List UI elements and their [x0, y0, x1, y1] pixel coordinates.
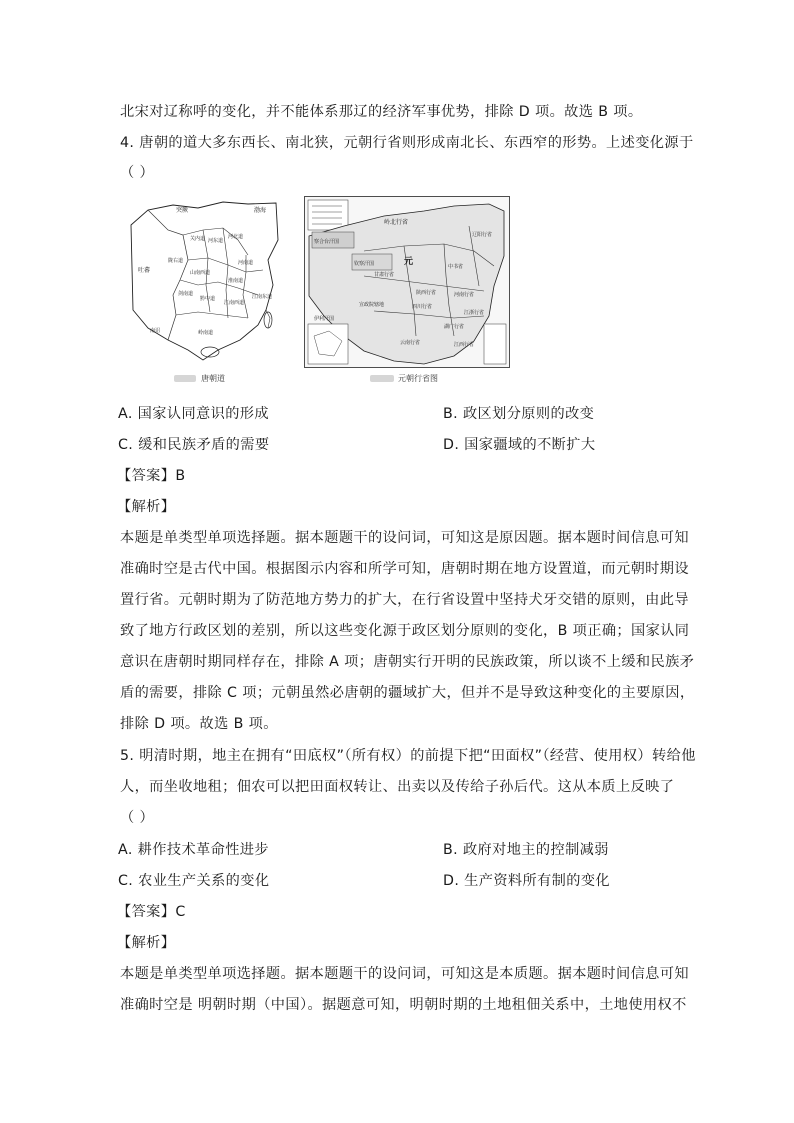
map-label: 剑南道 [178, 291, 194, 297]
map-label: 山南西道 [190, 270, 211, 276]
tang-dynasty-map [128, 200, 280, 368]
answer-label: 【答案】C [117, 904, 186, 920]
question-5-stem: 5. 明清时期，地主在拥有“田底权”（所有权）的前提下把“田面权”（经营、使用权）转给他 [120, 748, 696, 764]
map-label: 陕西行省 [416, 290, 437, 296]
map-caption: 元朝行省图 [398, 374, 438, 383]
map-label: 岭南道 [198, 330, 214, 336]
map-label: 四川行省 [412, 304, 433, 310]
map-label: 河南道 [238, 260, 254, 266]
map-label: 钦察汗国 [354, 261, 375, 267]
answer-blank: （ ） [120, 810, 155, 826]
map-label: 吐蕃 [138, 267, 151, 274]
map-label: 云南行省 [400, 340, 421, 346]
map-label: 河南行省 [454, 292, 475, 298]
map-label: 河东道 [208, 238, 224, 244]
blurred-watermark [370, 375, 394, 382]
analysis-line: 盾的需要，排除 C 项；元朝虽然必唐朝的疆域扩大，但并不是导致这种变化的主要原因， [120, 685, 695, 701]
answer-blank: （ ） [120, 165, 155, 181]
map-label: 江南西道 [224, 300, 245, 306]
question-5-stem: 人，而坐收地租；佃农可以把田面权转让、出卖以及传给子孙后代。这从本质上反映了 [120, 779, 675, 795]
map-label: 湖广行省 [444, 324, 465, 330]
map-label: 南诏 [150, 328, 161, 334]
map-label: 江浙行省 [464, 310, 485, 316]
option-d[interactable]: D. 国家疆域的不断扩大 [443, 437, 596, 453]
analysis-line: 本题是单类型单项选择题。据本题题干的设问词，可知这是原因题。据本题时间信息可知 [120, 530, 689, 546]
map-label: 察合台汗国 [314, 239, 340, 245]
map-label: 江南东道 [252, 294, 273, 300]
option-b[interactable]: B. 政区划分原则的改变 [443, 406, 595, 422]
option-c[interactable]: C. 农业生产关系的变化 [118, 873, 270, 889]
yuan-dynasty-map [304, 196, 510, 368]
map-label: 元 [404, 257, 414, 267]
map-label: 渤海 [254, 207, 267, 214]
analysis-line: 准确时空是古代中国。根据图示内容和所学可知，唐朝时期在地方设置道，而元朝时期设 [120, 561, 689, 577]
answer-label: 【答案】B [117, 468, 186, 484]
analysis-line: 准确时空是 明朝时期（中国）。据题意可知，明朝时期的土地租佃关系中，土地使用权不 [120, 997, 687, 1013]
blurred-watermark [174, 375, 196, 382]
text-line: 北宋对辽称呼的变化，并不能体系那辽的经济军事优势，排除 D 项。故选 B 项。 [120, 104, 643, 120]
map-label: 关内道 [190, 236, 206, 242]
option-a[interactable]: A. 国家认同意识的形成 [118, 406, 269, 422]
map-label: 陇右道 [168, 258, 184, 264]
map-label: 江西行省 [454, 342, 475, 348]
map-caption: 唐朝道 [201, 374, 225, 383]
analysis-line: 本题是单类型单项选择题。据本题题干的设问词，可知这是本质题。据本题时间信息可知 [120, 966, 689, 982]
question-4-stem: 4. 唐朝的道大多东西长、南北狭，元朝行省则形成南北长、东西窄的形势。上述变化源于 [120, 135, 694, 151]
option-d[interactable]: D. 生产资料所有制的变化 [443, 873, 611, 889]
map-label: 黔中道 [200, 296, 216, 302]
map-label: 河北道 [228, 234, 244, 240]
analysis-line: 置行省。元朝时期为了防范地方势力的扩大，在行省设置中坚持犬牙交错的原则，由此导 [120, 592, 689, 608]
analysis-label: 【解析】 [117, 935, 176, 951]
analysis-line: 致了地方行政区划的差别，所以这些变化源于政区划分原则的变化，B 项正确；国家认同 [120, 623, 690, 639]
map-label: 淮南道 [228, 278, 244, 284]
map-label: 突厥 [176, 207, 189, 214]
analysis-line: 排除 D 项。故选 B 项。 [120, 716, 278, 732]
analysis-line: 意识在唐朝时期同样存在，排除 A 项；唐朝实行开明的民族政策，所以谈不上缓和民族矛 [120, 654, 695, 670]
option-c[interactable]: C. 缓和民族矛盾的需要 [118, 437, 270, 453]
map-label: 宣政院辖地 [359, 302, 385, 308]
map-label: 伊利汗国 [314, 316, 335, 322]
map-label: 辽阳行省 [472, 232, 493, 238]
map-label: 岭北行省 [384, 219, 409, 226]
option-a[interactable]: A. 耕作技术革命性进步 [118, 842, 269, 858]
option-b[interactable]: B. 政府对地主的控制减弱 [443, 842, 609, 858]
analysis-label: 【解析】 [117, 499, 176, 515]
map-label: 甘肃行省 [374, 272, 395, 278]
map-label: 中书省 [448, 264, 464, 270]
